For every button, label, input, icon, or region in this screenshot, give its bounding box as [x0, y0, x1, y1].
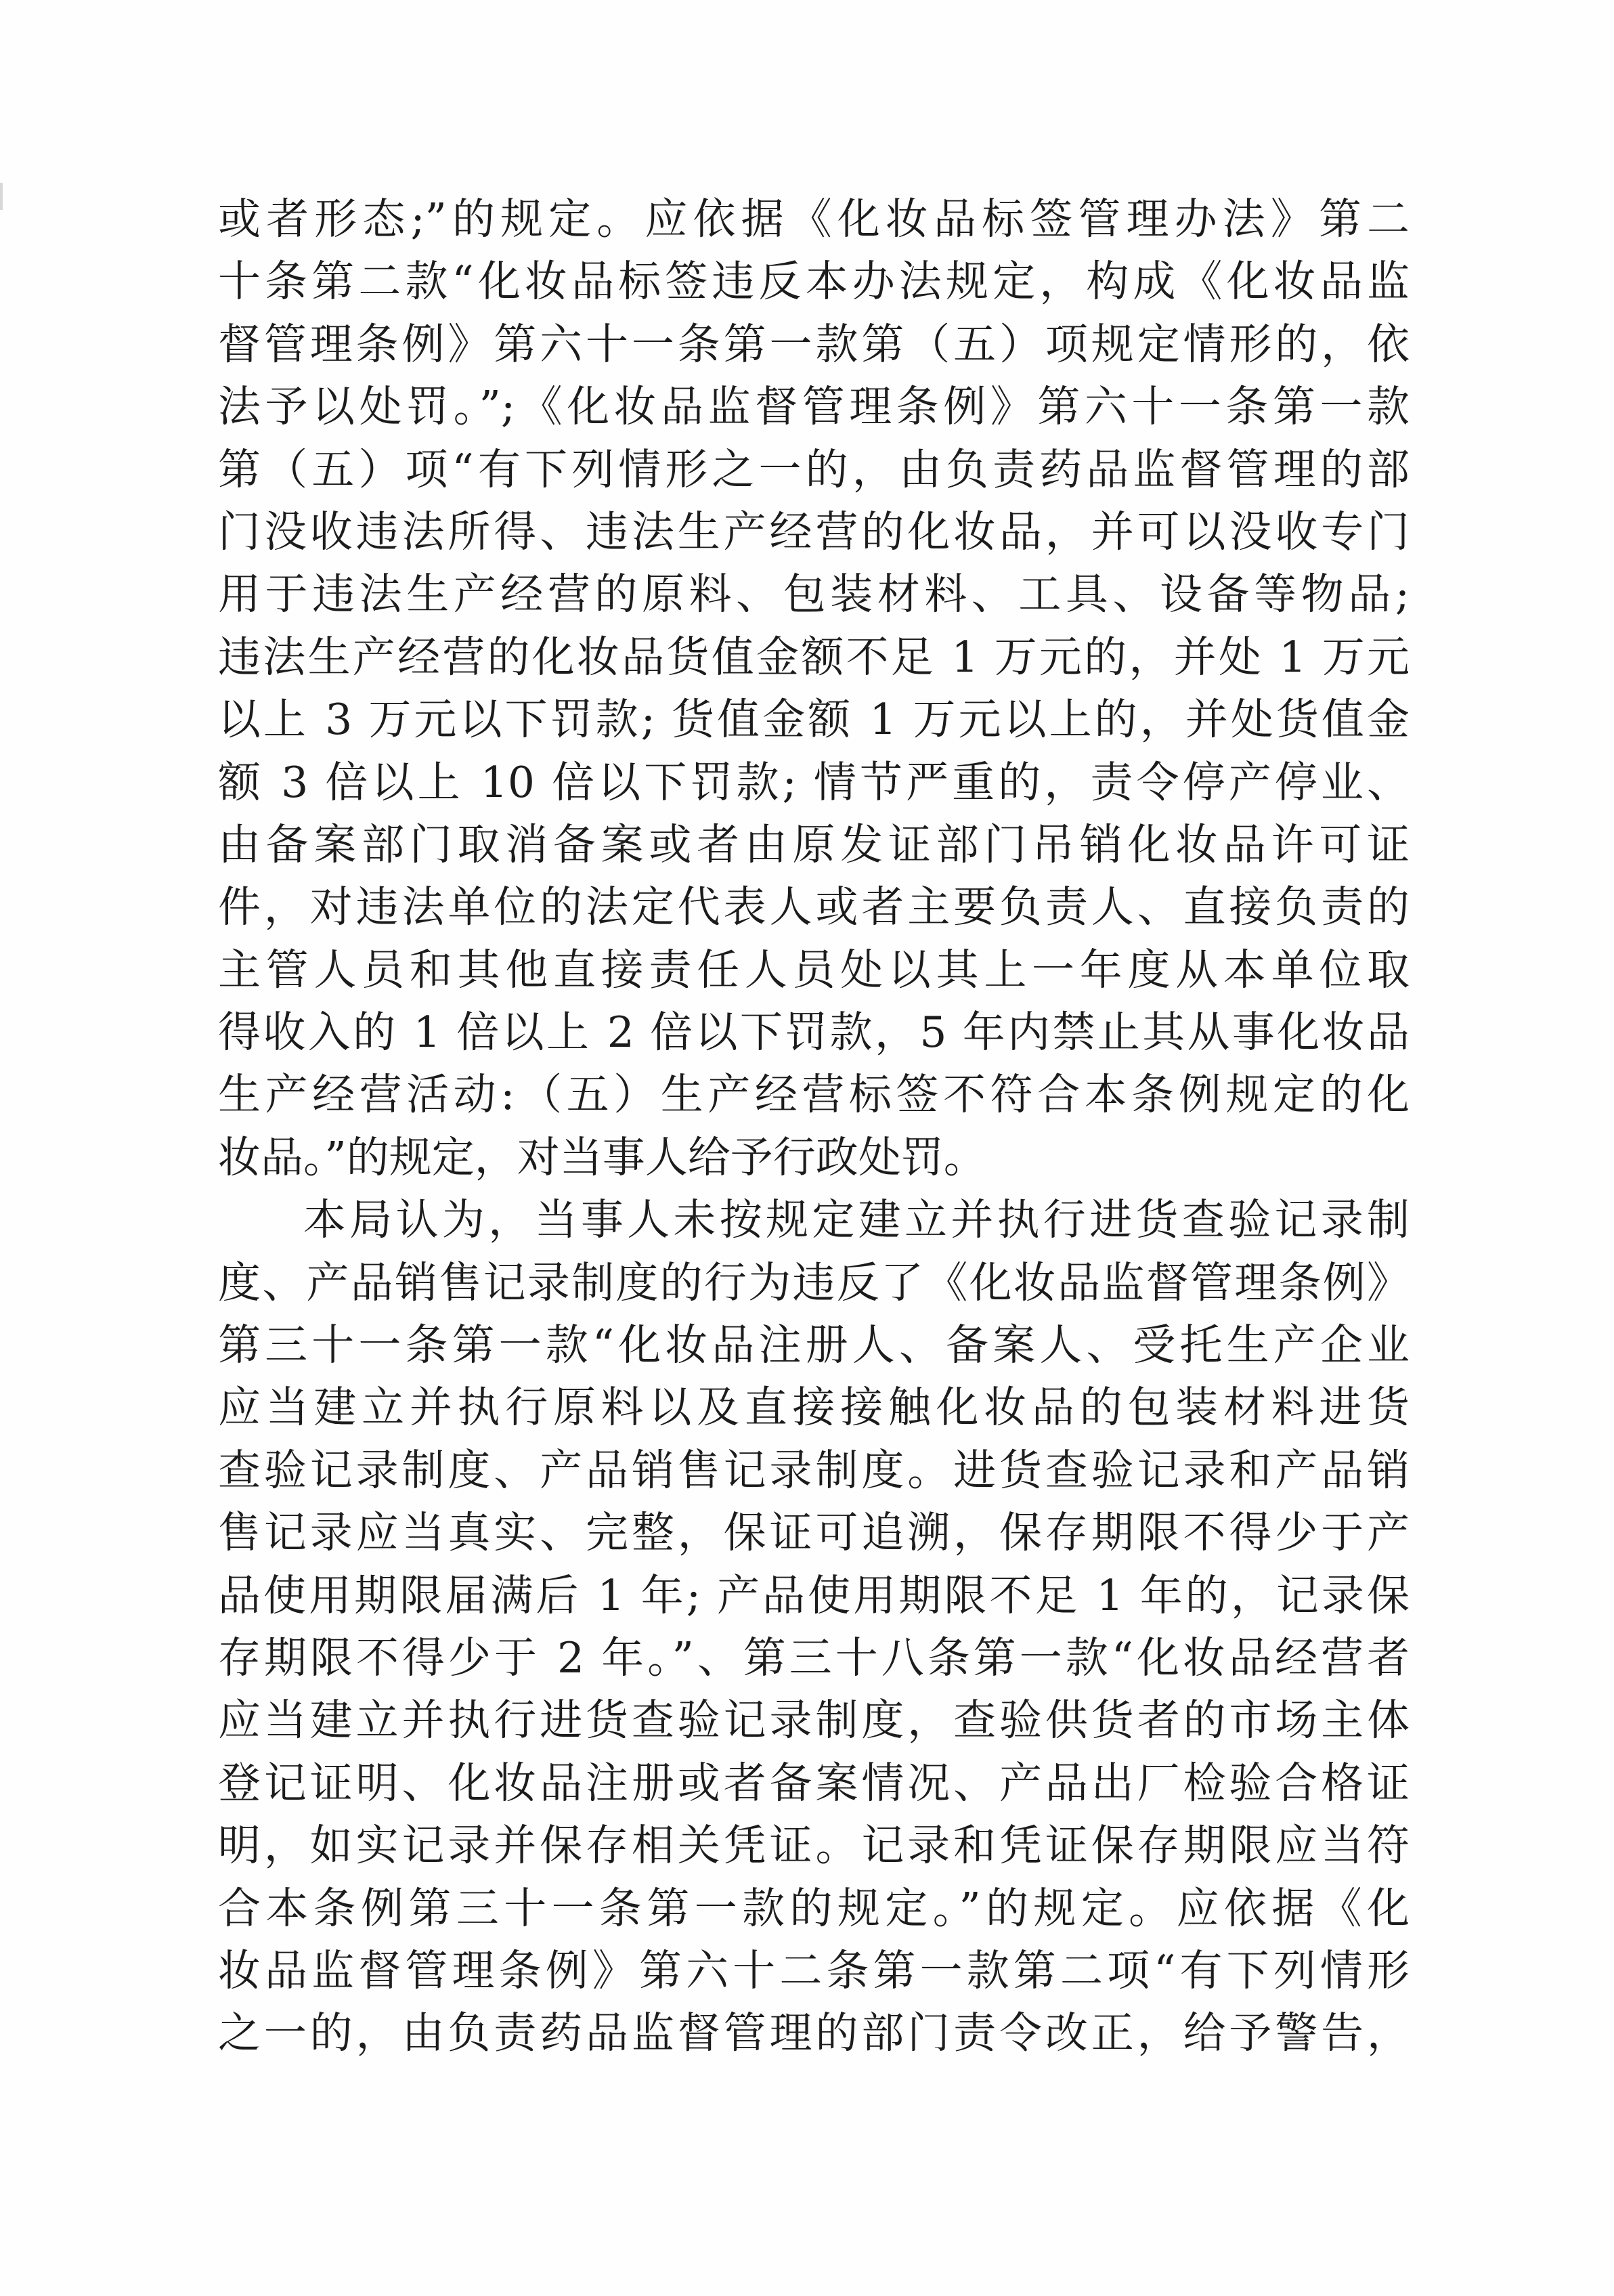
text-line: 第（五）项“有下列情形之一的，由负责药品监督管理的部 — [218, 444, 1410, 494]
text-line: 生产经营活动:（五）生产经营标签不符合本条例规定的化 — [218, 1070, 1410, 1120]
text-line: 督管理条例》第六十一条第一款第（五）项规定情形的，依 — [218, 319, 1410, 369]
text-line: 违法生产经营的化妆品货值金额不足 1 万元的，并处 1 万元 — [218, 632, 1410, 682]
text-line: 主管人员和其他直接责任人员处以其上一年度从本单位取 — [218, 945, 1410, 995]
text-line: 查验记录制度、产品销售记录制度。进货查验记录和产品销 — [218, 1445, 1410, 1495]
text-line: 售记录应当真实、完整，保证可追溯，保存期限不得少于产 — [218, 1508, 1410, 1558]
text-line: 门没收违法所得、违法生产经营的化妆品，并可以没收专门 — [218, 506, 1410, 557]
text-line: 法予以处罚。”;《化妆品监督管理条例》第六十一条第一款 — [218, 382, 1410, 432]
text-line: 存期限不得少于 2 年。”、第三十八条第一款“化妆品经营者 — [218, 1632, 1410, 1683]
paragraph-2 — [218, 1189, 1410, 2064]
text-line: 用于违法生产经营的原料、包装材料、工具、设备等物品; — [218, 569, 1410, 620]
document-body — [218, 188, 1410, 2065]
text-line: 度、产品销售记录制度的行为违反了《化妆品监督管理条例》 — [218, 1257, 1410, 1307]
text-line: 第三十一条第一款“化妆品注册人、备案人、受托生产企业 — [218, 1320, 1410, 1370]
text-line: 或者形态;”的规定。应依据《化妆品标签管理办法》第二 — [218, 194, 1410, 244]
text-line: 以上 3 万元以下罚款; 货值金额 1 万元以上的，并处货值金 — [218, 695, 1410, 745]
paragraph-1 — [218, 188, 1410, 1189]
text-line: 本局认为，当事人未按规定建立并执行进货查验记录制 — [303, 1195, 1410, 1245]
text-line: 由备案部门取消备案或者由原发证部门吊销化妆品许可证 — [218, 819, 1410, 869]
text-line: 件，对违法单位的法定代表人或者主要负责人、直接负责的 — [218, 882, 1410, 932]
text-line: 之一的，由负责药品监督管理的部门责令改正，给予警告， — [218, 2008, 1410, 2058]
text-line: 十条第二款“化妆品标签违反本办法规定，构成《化妆品监 — [218, 257, 1410, 307]
text-line: 品使用期限届满后 1 年; 产品使用期限不足 1 年的，记录保 — [218, 1570, 1410, 1620]
text-line: 应当建立并执行原料以及直接接触化妆品的包装材料进货 — [218, 1383, 1410, 1433]
text-line: 登记证明、化妆品注册或者备案情况、产品出厂检验合格证 — [218, 1758, 1410, 1808]
text-line: 合本条例第三十一条第一款的规定。”的规定。应依据《化 — [218, 1883, 1410, 1933]
text-line: 额 3 倍以上 10 倍以下罚款; 情节严重的，责令停产停业、 — [218, 757, 1410, 807]
text-line: 妆品监督管理条例》第六十二条第一款第二项“有下列情形 — [218, 1945, 1410, 1995]
text-line: 明，如实记录并保存相关凭证。记录和凭证保存期限应当符 — [218, 1821, 1410, 1871]
text-line: 应当建立并执行进货查验记录制度，查验供货者的市场主体 — [218, 1695, 1410, 1746]
text-line: 妆品。”的规定，对当事人给予行政处罚。 — [218, 1132, 986, 1182]
text-line: 得收入的 1 倍以上 2 倍以下罚款，5 年内禁止其从事化妆品 — [218, 1008, 1410, 1058]
scan-edge-mark — [0, 183, 3, 210]
